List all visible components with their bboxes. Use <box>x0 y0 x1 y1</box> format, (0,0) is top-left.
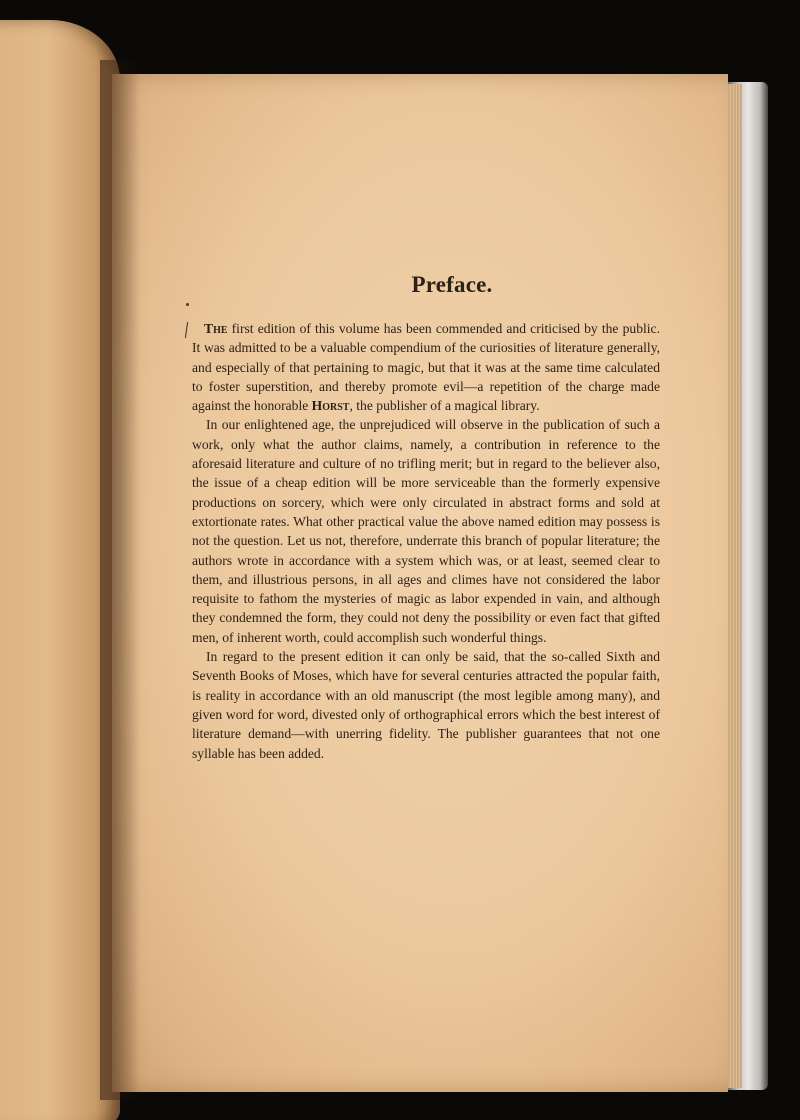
preface-body <box>192 319 660 763</box>
ink-dot-mark <box>186 303 189 306</box>
publisher-name: Horst <box>311 398 350 414</box>
paragraph-1 <box>192 319 660 415</box>
paragraph-1-text: first edition of this volume has been commended and criticised by the public. It was admitted to be a valuable compendium of the curiosities of literature generally, and especially of that pertaining to magic, but that it was at the same time calculated to foster superstition, and thereby promote evil—a repetition of the charge made against the honorable <box>192 321 660 414</box>
page-title: Preface. <box>411 272 493 297</box>
gutter-shadow <box>100 60 140 1100</box>
paragraph-lead-word: The <box>204 321 228 336</box>
paragraph-2: In our enlightened age, the unprejudiced will observe in the publication of such a work, only what the author claims, namely, a contribution in reference to the aforesaid literature and culture of no trifling merit; but in regard to the believer also, the issue of a cheap edition will be more serviceable than the formerly expensive productions on sorcery, which were only circulated in abstract forms and sold at extortionate rates. What other practical value the above named edition may possess is not the question. Let us not, therefore, underrate this branch of popular literature; the authors wrote in accordance with a system which was, or at least, seemed clear to them, and illustrious persons, in all ages and climes have not considered the labor requisite to fathom the mysteries of magic as labor expended in vain, and although they condemned the form, they could not deny the possibility or even fact that gifted men, of inherent worth, could accomplish such wonderful things. <box>192 417 660 645</box>
paragraph-3: In regard to the present edition it can only be said, that the so-called Sixth and Seventh Books of Moses, which have for several centuries attracted the popular faith, is reality in accordance with an old manuscript (the most legible among many), and given word for word, divested only of orthographical errors which the best interest of literature demand—with unerring fidelity. The publisher guarantees that not one syllable has been added. <box>192 649 660 761</box>
paragraph-1-tail: , the publisher of a magical library. <box>349 398 540 414</box>
